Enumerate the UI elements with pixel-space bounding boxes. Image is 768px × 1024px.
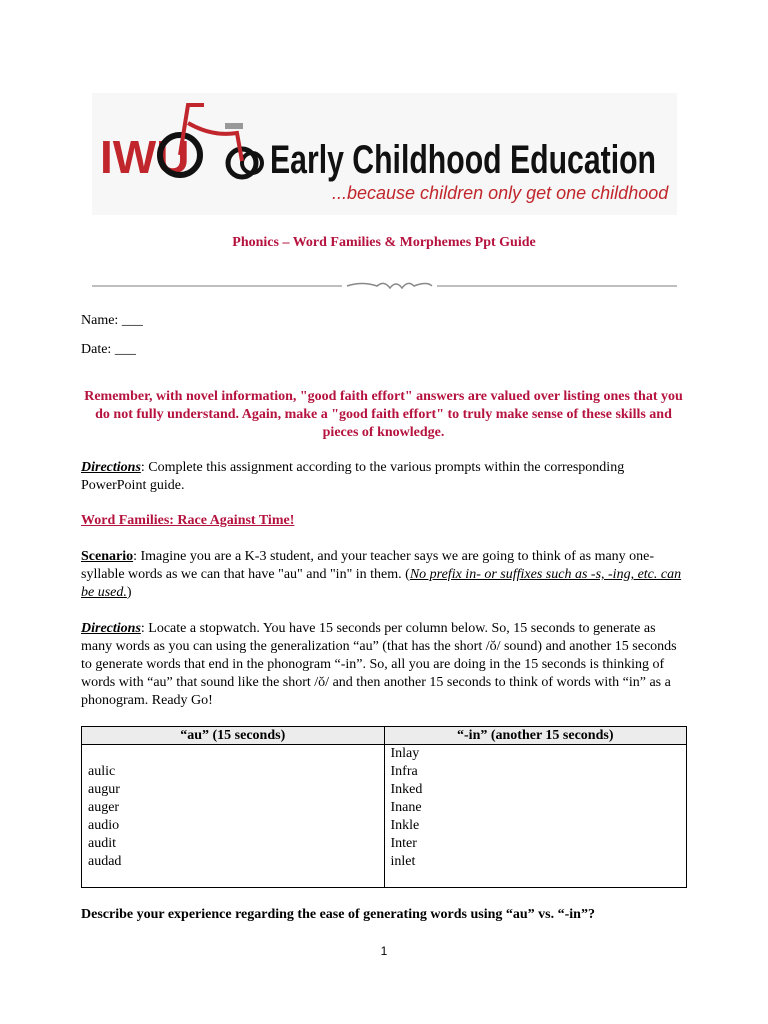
scenario-paragraph [81,548,686,602]
list-item: Inlay [390,746,420,761]
list-item: Inkle [390,818,420,833]
table-header-in: “-in” (another 15 seconds) [384,727,687,745]
in-column[interactable] [384,745,687,888]
logo-brand: IWU [100,131,190,183]
list-item: aulic [88,764,116,779]
scenario-text: : Imagine you are a K-3 student, and your teacher says we are going to think of as many one-syllable words as we can that have "au" and "in" in them. ( [81,549,655,582]
directions-text: : Complete this assignment according to the various prompts within the corresponding PowerPoint guide. [81,460,625,493]
logo-banner [92,93,677,215]
list-item: Inter [390,836,417,851]
scenario-label: Scenario [81,549,134,564]
section-heading: Word Families: Race Against Time! [81,513,295,528]
scenario-close: ) [126,585,132,600]
page-number: 1 [380,944,388,958]
date-field[interactable]: Date: ___ [81,342,136,357]
directions-paragraph [81,620,686,710]
directions-label: Directions [81,460,141,475]
list-item: augur [88,782,120,797]
question-prompt: Describe your experience regarding the ease of generating words using “au” vs. “-in”? [81,907,595,922]
table-header-au: “au” (15 seconds) [82,727,385,745]
list-item [88,745,378,763]
list-item: Inked [390,782,423,797]
list-item: audad [88,854,122,869]
scenario-note: No prefix in- or suffixes such as -s, -ing, etc. can be used. [81,567,682,600]
list-item: audit [88,836,116,851]
list-item: inlet [390,854,416,869]
logo-tagline: ...because children only get one childhood [332,183,669,203]
logo-graphic [92,93,677,215]
page-title: Phonics – Word Families & Morphemes Ppt Guide [232,235,536,250]
reminder-note: Remember, with novel information, "good faith effort" answers are valued over listing ones that you do not fully understand. Again, make a "good faith effort" to truly make sense of these skills and pieces of knowledge. [84,389,683,440]
directions-intro [81,459,686,495]
decorative-divider [92,278,677,294]
directions-label-2: Directions [81,621,141,636]
name-field[interactable]: Name: ___ [81,313,143,328]
word-table [81,726,687,888]
list-item: audio [88,818,120,833]
logo-name: Early Childhood Education [270,138,656,182]
au-column[interactable] [82,745,385,888]
list-item: auger [88,800,120,815]
list-item: Infra [390,764,418,779]
list-item: Inane [390,800,422,815]
directions-text-2: : Locate a stopwatch. You have 15 seconds per column below. So, 15 seconds to generate as many words as you can using the generalization “au” (that has the short /ŏ/ sound) and another 15 seconds to generate words that end in the phonogram “-in”. So, all you are doing in the 15 seconds is thinking of words with “au” that sound like the short /ŏ/ and then another 15 seconds to think of words with “in” as a phonogram. Ready Go! [81,621,677,708]
